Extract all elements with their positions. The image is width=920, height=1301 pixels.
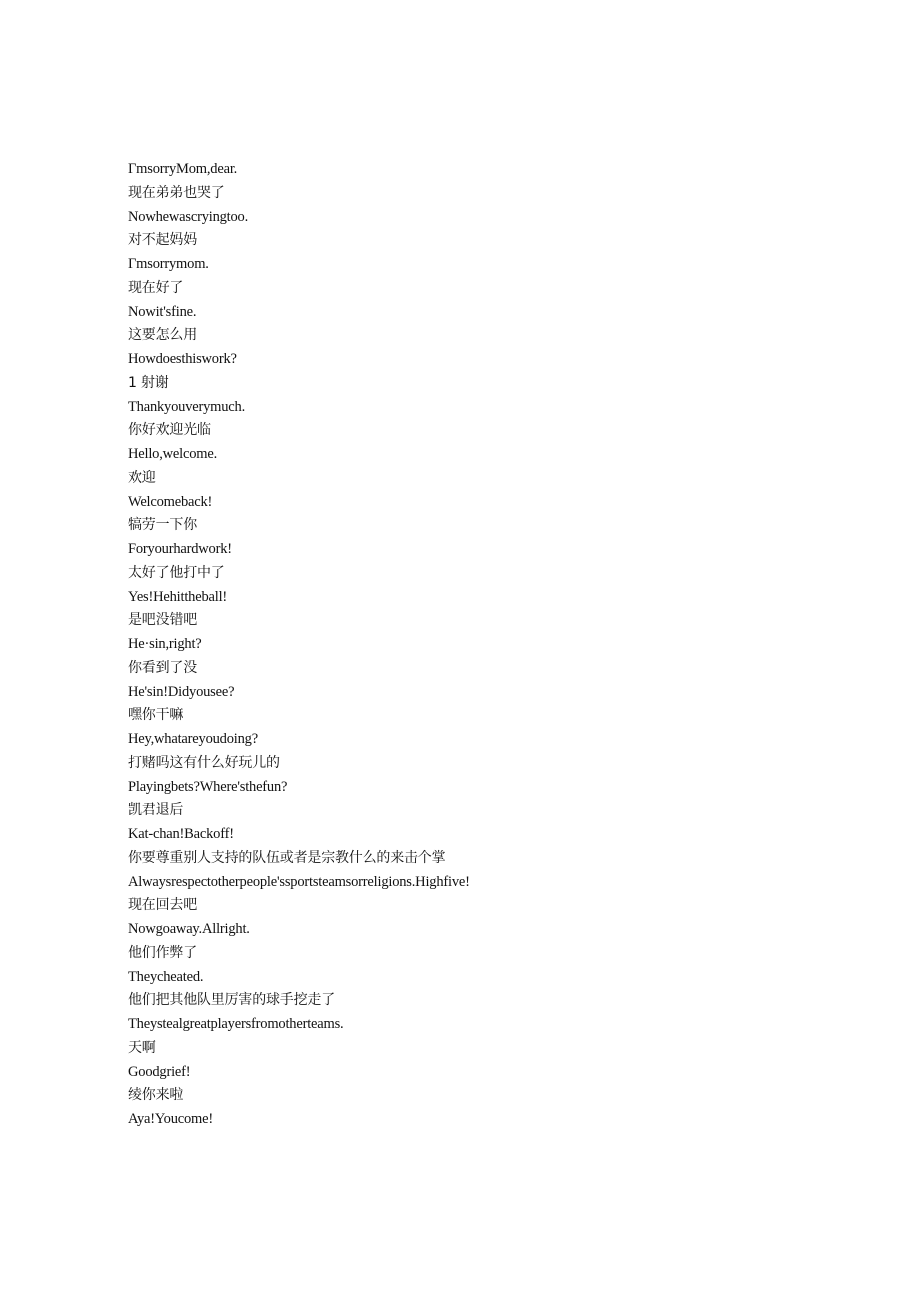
dialogue-lines	[128, 158, 828, 1132]
english-line: Howdoesthiswork?	[128, 351, 237, 367]
english-line: Kat-chan!Backoff!	[128, 826, 234, 842]
english-line: Playingbets?Where'sthefun?	[128, 778, 288, 795]
chinese-line: 1 射谢	[128, 374, 169, 391]
english-line: Γmsorrymom.	[128, 256, 209, 272]
english-line: Nowit'sfine.	[128, 303, 197, 320]
chinese-line: 你要尊重别人支持的队伍或者是宗教什么的来击个掌	[128, 849, 446, 866]
chinese-line: 他们作弊了	[128, 944, 197, 961]
english-line: He'sin!Didyousee?	[128, 683, 235, 700]
english-line: Theycheated.	[128, 968, 204, 985]
chinese-line: 太好了他打中了	[128, 564, 225, 581]
english-line: Hello,welcome.	[128, 446, 218, 462]
chinese-line: 绫你来啦	[128, 1087, 184, 1104]
english-line: Theystealgreatplayersfromotherteams.	[128, 1016, 344, 1032]
english-line: Foryourhardwork!	[128, 541, 232, 557]
chinese-line: 天啊	[128, 1039, 156, 1056]
english-line: Nowgoaway.Allright.	[128, 921, 250, 937]
chinese-line: 他们把其他队里厉害的球手挖走了	[128, 992, 335, 1009]
english-line: Thankyouverymuch.	[128, 398, 245, 415]
english-line: Aya!Youcome!	[128, 1111, 214, 1127]
chinese-line: 你好欢迎光临	[128, 422, 211, 439]
chinese-line: 打赌吗这有什么好玩儿的	[128, 754, 280, 771]
english-line: Goodgrief!	[128, 1063, 191, 1080]
english-line: Alwaysrespectotherpeople'ssportsteamsorreligions.Highfive!	[128, 873, 470, 890]
chinese-line: 凯君退后	[128, 802, 184, 819]
chinese-line: 这要怎么用	[128, 327, 197, 344]
chinese-line: 你看到了没	[128, 659, 197, 676]
chinese-line: 犒劳一下你	[128, 517, 197, 534]
english-line: Nowhewascryingtoo.	[128, 208, 249, 225]
chinese-line: 现在弟弟也哭了	[128, 184, 225, 201]
chinese-line: 现在好了	[128, 279, 184, 296]
chinese-line: 对不起妈妈	[128, 232, 197, 249]
english-line: He·sin,right?	[128, 636, 202, 652]
english-line: Yes!Hehittheball!	[128, 588, 228, 605]
english-line: Hey,whatareyoudoing?	[128, 731, 258, 747]
english-line: Welcomeback!	[128, 493, 213, 510]
chinese-line: 现在回去吧	[128, 897, 197, 914]
english-line: ΓmsorryMom,dear.	[128, 161, 238, 177]
chinese-line: 嘿你干嘛	[128, 707, 184, 724]
chinese-line: 欢迎	[128, 469, 156, 486]
chinese-line: 是吧没错吧	[128, 612, 197, 629]
